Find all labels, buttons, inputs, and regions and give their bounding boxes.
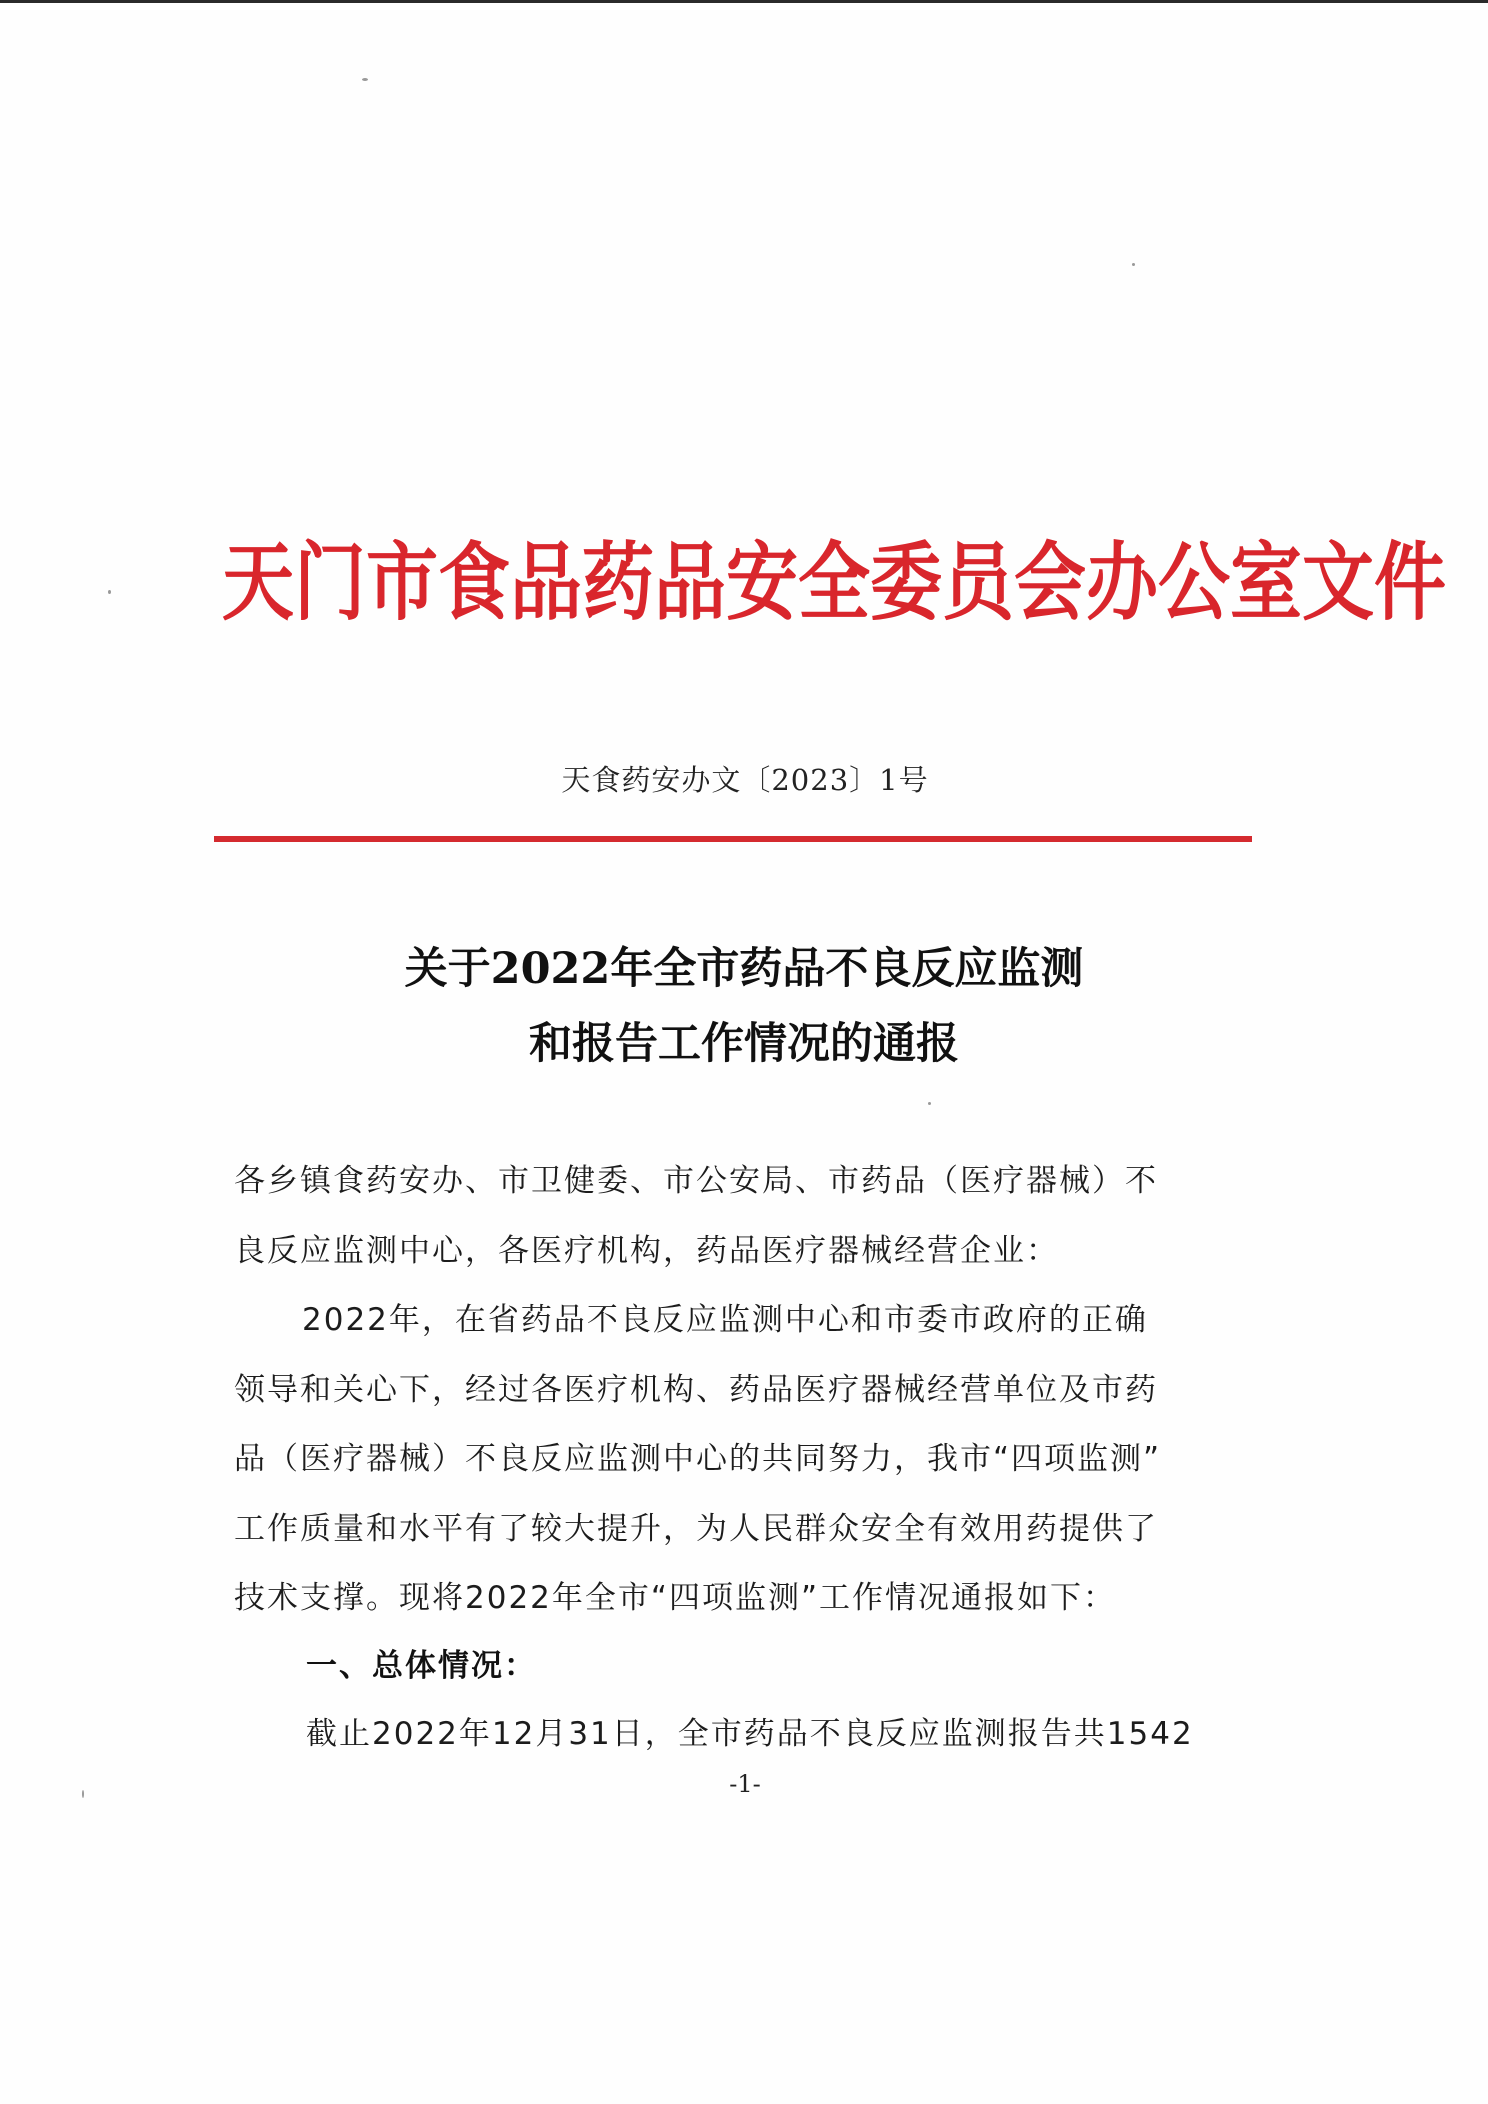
intro-line-4: 工作质量和水平有了较大提升，为人民群众安全有效用药提供了 [234,1511,1158,1547]
recipients-line-2: 良反应监测中心，各医疗机构，药品医疗器械经营企业： [234,1233,1059,1269]
intro-line-5: 技术支撑。现将2022年全市“四项监测”工作情况通报如下： [234,1580,1117,1616]
section-heading-overall: 一、总体情况： [306,1648,537,1684]
red-divider [214,836,1252,842]
page-number: -1- [729,1770,761,1798]
scan-top-edge [0,0,1488,3]
document-title-line-1: 关于2022年全市药品不良反应监测 [404,944,1084,994]
intro-line-3: 品（医疗器械）不良反应监测中心的共同努力，我市“四项监测” [234,1441,1162,1477]
intro-line-1: 2022年，在省药品不良反应监测中心和市委市政府的正确 [302,1302,1148,1338]
recipients-line-1: 各乡镇食药安办、市卫健委、市公安局、市药品（医疗器械）不 [234,1163,1158,1199]
section1-line-1: 截止2022年12月31日，全市药品不良反应监测报告共1542 [306,1716,1194,1752]
issuer-title: 天门市食品药品安全委员会办公室文件 [222,532,1447,633]
intro-line-2: 领导和关心下，经过各医疗机构、药品医疗器械经营单位及市药 [234,1372,1158,1408]
document-title-line-2: 和报告工作情况的通报 [529,1019,959,1069]
document-number: 天食药安办文〔2023〕1号 [561,763,929,797]
